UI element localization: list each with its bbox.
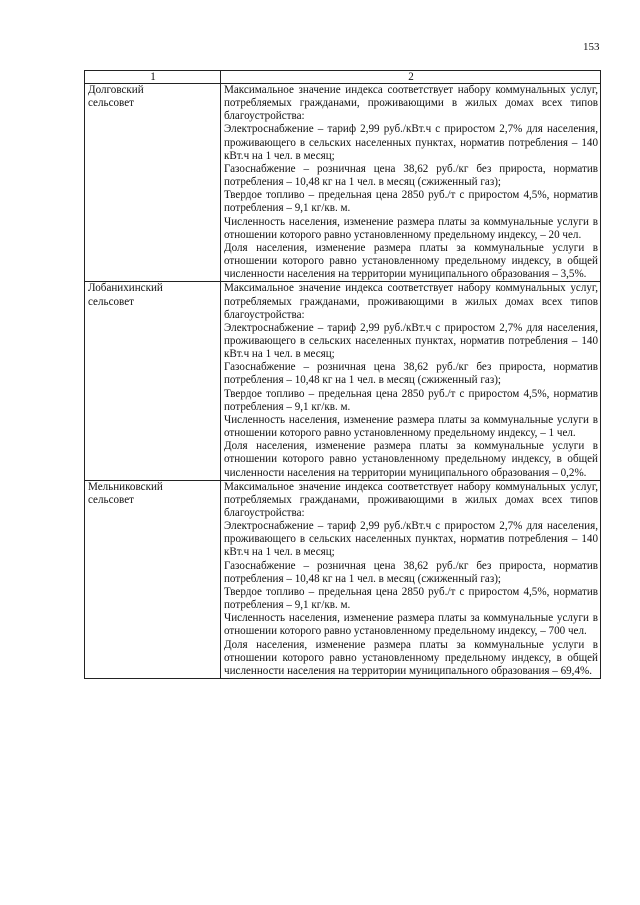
electricity-paragraph: Электроснабжение – тариф 2,99 руб./кВт.ч с приростом 2,7% для населения, проживающего в сельских населенных пунктах, норматив потребления – 140 кВт.ч на 1 чел. в месяц; xyxy=(224,123,598,162)
share-paragraph: Доля населения, изменение размера платы за коммунальные услуги в отношении которого равно установленному предельному индексу, в общей численности населения на территории муниципального образования – 3,5%. xyxy=(224,241,598,281)
intro-paragraph: Максимальное значение индекса соответствует набору коммунальных услуг, потребляемых гражданами, проживающими в жилых домах всех типов благоустройства: xyxy=(224,84,598,123)
municipality-type: сельсовет xyxy=(88,97,134,110)
municipality-name: Долговский xyxy=(88,84,144,96)
municipality-cell xyxy=(85,480,221,678)
municipality-cell xyxy=(85,84,221,282)
page-number: 153 xyxy=(583,41,600,53)
municipality-type: сельсовет xyxy=(88,493,134,506)
share-paragraph: Доля населения, изменение размера платы за коммунальные услуги в отношении которого равно установленному предельному индексу, в общей численности населения на территории муниципального образования – 0,2%. xyxy=(224,440,598,479)
municipality-name: Мельниковский xyxy=(88,480,163,493)
population-paragraph: Численность населения, изменение размера платы за коммунальные услуги в отношении которого равно установленному предельному индексу, – 1 чел. xyxy=(224,413,598,440)
table-row xyxy=(85,84,601,282)
municipality-type: сельсовет xyxy=(88,295,134,308)
table-row xyxy=(85,282,601,480)
intro-paragraph: Максимальное значение индекса соответствует набору коммунальных услуг, потребляемых гражданами, проживающими в жилых домах всех типов благоустройства: xyxy=(224,480,598,519)
gas-paragraph: Газоснабжение – розничная цена 38,62 руб./кг без прироста, норматив потребления – 10,48 кг на 1 чел. в месяц (сжиженный газ); xyxy=(224,162,598,189)
gas-paragraph: Газоснабжение – розничная цена 38,62 руб./кг без прироста, норматив потребления – 10,48 кг на 1 чел. в месяц (сжиженный газ); xyxy=(224,361,598,387)
electricity-paragraph: Электроснабжение – тариф 2,99 руб./кВт.ч с приростом 2,7% для населения, проживающего в сельских населенных пунктах, норматив потребления – 140 кВт.ч на 1 чел. в месяц; xyxy=(224,520,598,559)
municipality-name: Лобанихинский xyxy=(88,282,163,295)
table-row xyxy=(85,480,601,678)
intro-paragraph: Максимальное значение индекса соответствует набору коммунальных услуг, потребляемых гражданами, проживающими в жилых домах всех типов благоустройства: xyxy=(224,282,598,321)
gas-paragraph: Газоснабжение – розничная цена 38,62 руб./кг без прироста, норматив потребления – 10,48 кг на 1 чел. в месяц (сжиженный газ); xyxy=(224,559,598,585)
header-col-2: 2 xyxy=(221,71,601,84)
municipality-cell xyxy=(85,282,221,480)
solid-fuel-paragraph: Твердое топливо – предельная цена 2850 руб./т с приростом 4,5%, норматив потребления – 9,1 кг/кв. м. xyxy=(224,189,598,215)
electricity-paragraph: Электроснабжение – тариф 2,99 руб./кВт.ч с приростом 2,7% для населения, проживающего в сельских населенных пунктах, норматив потребления – 140 кВт.ч на 1 чел. в месяц; xyxy=(224,321,598,361)
solid-fuel-paragraph: Твердое топливо – предельная цена 2850 руб./т с приростом 4,5%, норматив потребления – 9,1 кг/кв. м. xyxy=(224,387,598,413)
share-paragraph: Доля населения, изменение размера платы за коммунальные услуги в отношении которого равно установленному предельному индексу, в общей численности населения на территории муниципального образования – 69,4%. xyxy=(224,638,598,677)
description-cell xyxy=(221,282,601,480)
population-paragraph: Численность населения, изменение размера платы за коммунальные услуги в отношении которого равно установленному предельному индексу, – 20 чел. xyxy=(224,215,598,241)
description-cell xyxy=(221,84,601,282)
solid-fuel-paragraph: Твердое топливо – предельная цена 2850 руб./т с приростом 4,5%, норматив потребления – 9,1 кг/кв. м. xyxy=(224,585,598,612)
table-header-row xyxy=(85,71,601,84)
index-table xyxy=(84,70,601,679)
description-cell xyxy=(221,480,601,678)
population-paragraph: Численность населения, изменение размера платы за коммунальные услуги в отношении которого равно установленному предельному индексу, – 700 чел. xyxy=(224,612,598,638)
header-col-1: 1 xyxy=(85,71,221,84)
